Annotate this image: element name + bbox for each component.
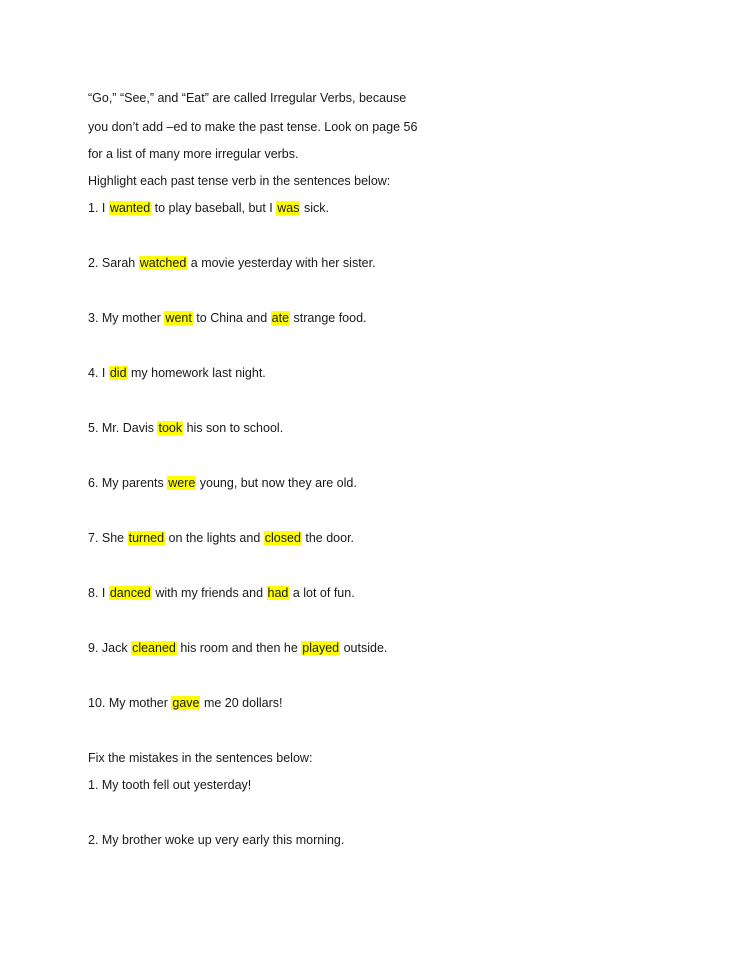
highlighted-verb: were [168,476,196,490]
intro-line-2: you don’t add –ed to make the past tense. Look on page 56 [88,120,418,134]
highlighted-verb: turned [128,531,165,545]
highlighted-verb: was [277,201,300,215]
sentence-text: to China and [192,311,271,325]
sentence-text: 6. My parents [88,476,168,490]
highlighted-verb: went [165,311,192,325]
intro-line-1: “Go,” “See,” and “Eat” are called Irregular Verbs, because [88,91,407,105]
sentence-9 [88,640,387,656]
sentence-text: 4. I [88,366,109,380]
sentence-text: on the lights and [165,531,264,545]
highlighted-verb: took [158,421,183,435]
sentence-8 [88,585,355,601]
sentence-text: a movie yesterday with her sister. [187,256,376,270]
sentence-text: 5. Mr. Davis [88,421,158,435]
sentence-text: 8. I [88,586,109,600]
highlighted-verb: did [109,366,127,380]
highlighted-verb: wanted [109,201,151,215]
sentence-text: young, but now they are old. [196,476,357,490]
sentence-text: with my friends and [151,586,267,600]
highlighted-verb: gave [172,696,200,710]
sentence-text: a lot of fun. [289,586,355,600]
sentence-text: 1. I [88,201,109,215]
sentence-text: 9. Jack [88,641,132,655]
sentence-7 [88,530,354,546]
highlighted-verb: closed [264,531,301,545]
fix-sentence-2: 2. My brother woke up very early this morning. [88,833,345,847]
sentence-text: strange food. [290,311,367,325]
sentence-text: his son to school. [183,421,284,435]
sentence-6 [88,475,357,491]
highlighted-verb: ate [271,311,290,325]
sentence-text: me 20 dollars! [200,696,283,710]
highlighted-verb: watched [139,256,187,270]
sentence-3 [88,310,367,326]
sentence-text: 3. My mother [88,311,165,325]
fix-instruction: Fix the mistakes in the sentences below: [88,751,313,765]
highlighted-verb: danced [109,586,151,600]
highlighted-verb: cleaned [132,641,176,655]
sentence-4 [88,365,266,381]
sentence-text: my homework last night. [127,366,266,380]
highlighted-verb: played [302,641,340,655]
sentence-text: sick. [300,201,329,215]
intro-line-3: for a list of many more irregular verbs. [88,147,299,161]
sentence-text: the door. [301,531,355,545]
sentence-text: 2. Sarah [88,256,139,270]
sentence-2 [88,255,376,271]
sentence-text: outside. [340,641,388,655]
sentence-10 [88,695,282,711]
highlight-instruction: Highlight each past tense verb in the sentences below: [88,174,391,188]
sentence-text: to play baseball, but I [151,201,277,215]
sentence-1 [88,200,329,216]
sentence-text: 7. She [88,531,128,545]
fix-sentence-1: 1. My tooth fell out yesterday! [88,778,252,792]
sentence-text: 10. My mother [88,696,172,710]
sentence-text: his room and then he [176,641,302,655]
highlighted-verb: had [267,586,289,600]
sentence-5 [88,420,283,436]
